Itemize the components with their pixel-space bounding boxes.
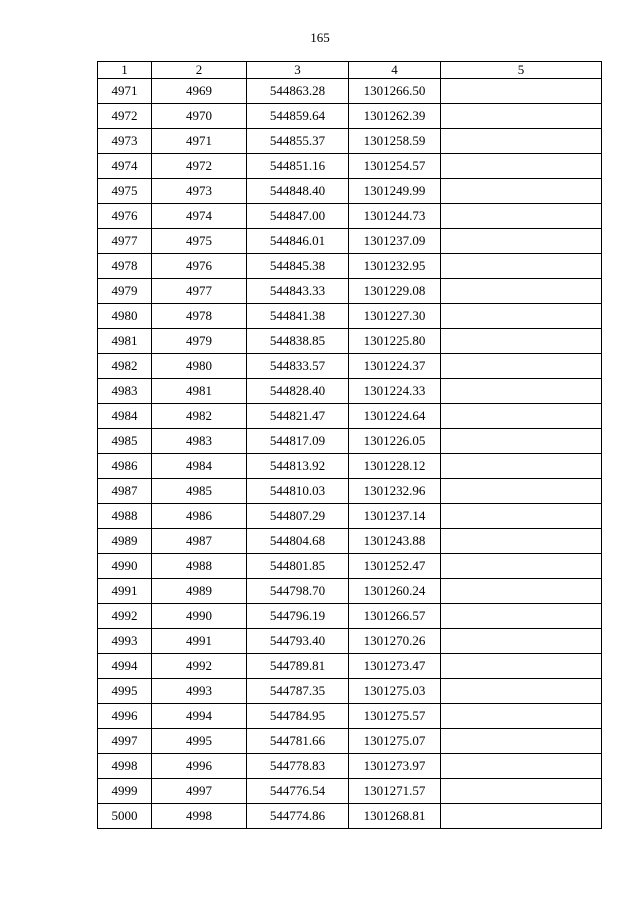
table-cell: 4972 [152,154,247,179]
table-cell: 544798.70 [247,579,349,604]
table-cell: 4972 [98,104,152,129]
table-cell: 1301249.99 [349,179,441,204]
table-cell: 1301224.64 [349,404,441,429]
table-cell [441,479,602,504]
table-row [98,579,602,604]
table-cell [441,529,602,554]
table-cell: 544776.54 [247,779,349,804]
table-cell: 4976 [152,254,247,279]
table-cell: 1301275.03 [349,679,441,704]
table-cell: 1301275.07 [349,729,441,754]
table-cell: 1301232.95 [349,254,441,279]
table-cell [441,604,602,629]
table-cell [441,754,602,779]
table-cell: 544833.57 [247,354,349,379]
table-cell [441,79,602,104]
table-cell: 4984 [98,404,152,429]
table-cell [441,679,602,704]
table-cell: 4993 [98,629,152,654]
table-cell: 1301226.05 [349,429,441,454]
table-cell: 1301275.57 [349,704,441,729]
table-cell: 544847.00 [247,204,349,229]
table-cell: 544817.09 [247,429,349,454]
table-cell: 1301270.26 [349,629,441,654]
table-cell: 4995 [152,729,247,754]
table-cell: 544846.01 [247,229,349,254]
table-cell: 4982 [98,354,152,379]
table-cell: 544807.29 [247,504,349,529]
table-cell: 4995 [98,679,152,704]
table-cell [441,504,602,529]
table-cell: 4980 [98,304,152,329]
table-cell: 4973 [98,129,152,154]
table-cell: 4975 [98,179,152,204]
table-row [98,304,602,329]
table-cell: 1301266.57 [349,604,441,629]
table-cell: 4989 [98,529,152,554]
table-cell: 4986 [152,504,247,529]
table-cell [441,454,602,479]
table-cell: 1301228.12 [349,454,441,479]
table-cell: 4998 [152,804,247,829]
table-cell: 1301224.37 [349,354,441,379]
table-cell [441,779,602,804]
table-cell: 4982 [152,404,247,429]
table-cell [441,204,602,229]
table-row [98,329,602,354]
table-cell: 4989 [152,579,247,604]
table-cell [441,704,602,729]
table-cell [441,429,602,454]
table-row [98,354,602,379]
table-cell: 4996 [98,704,152,729]
table-cell: 544804.68 [247,529,349,554]
table-row [98,554,602,579]
table-row [98,104,602,129]
table-cell [441,154,602,179]
table-cell [441,379,602,404]
table-cell: 4990 [98,554,152,579]
table-cell [441,329,602,354]
table-cell: 4986 [98,454,152,479]
table-row [98,504,602,529]
table-row [98,429,602,454]
table-cell: 4974 [152,204,247,229]
table-cell: 1301260.24 [349,579,441,604]
table-cell: 4977 [98,229,152,254]
table-cell: 4999 [98,779,152,804]
table-cell: 4977 [152,279,247,304]
table-cell [441,629,602,654]
table-cell: 4990 [152,604,247,629]
table-cell: 4996 [152,754,247,779]
table-cell: 544828.40 [247,379,349,404]
table-cell [441,354,602,379]
column-header: 5 [441,62,602,79]
table-cell [441,404,602,429]
table-cell: 4978 [98,254,152,279]
table-cell: 1301252.47 [349,554,441,579]
table-cell: 544843.33 [247,279,349,304]
table-cell: 4991 [152,629,247,654]
table-cell: 1301273.97 [349,754,441,779]
table-cell: 4974 [98,154,152,179]
table-cell: 4985 [98,429,152,454]
table-cell: 544787.35 [247,679,349,704]
column-header: 2 [152,62,247,79]
table-cell: 544810.03 [247,479,349,504]
table-cell: 544848.40 [247,179,349,204]
table-row [98,229,602,254]
table-cell [441,579,602,604]
table-row [98,379,602,404]
table-cell: 1301244.73 [349,204,441,229]
table-cell: 544845.38 [247,254,349,279]
table-cell: 4985 [152,479,247,504]
table-cell: 1301266.50 [349,79,441,104]
table-cell [441,304,602,329]
table-cell: 1301254.57 [349,154,441,179]
table-cell: 4983 [98,379,152,404]
table-cell [441,129,602,154]
table-cell: 4997 [98,729,152,754]
table-cell [441,554,602,579]
table-cell: 4979 [98,279,152,304]
table-row [98,129,602,154]
table-cell: 544781.66 [247,729,349,754]
table-cell: 4998 [98,754,152,779]
table-cell: 4997 [152,779,247,804]
column-header: 3 [247,62,349,79]
table-cell: 1301258.59 [349,129,441,154]
table-cell: 4987 [152,529,247,554]
table-header-row [98,62,602,79]
table-row [98,629,602,654]
table-cell: 4992 [152,654,247,679]
table-body [98,79,602,829]
table-row [98,654,602,679]
table-cell [441,729,602,754]
table-cell: 1301268.81 [349,804,441,829]
table-row [98,404,602,429]
table-cell: 1301224.33 [349,379,441,404]
table-row [98,154,602,179]
table-cell: 4993 [152,679,247,704]
table-row [98,804,602,829]
table-cell: 5000 [98,804,152,829]
table-cell: 4983 [152,429,247,454]
table-cell: 1301232.96 [349,479,441,504]
table-cell: 544863.28 [247,79,349,104]
table-cell: 544855.37 [247,129,349,154]
table-cell: 544784.95 [247,704,349,729]
table-cell: 4984 [152,454,247,479]
table-cell: 4973 [152,179,247,204]
table-cell: 1301273.47 [349,654,441,679]
table-cell: 544801.85 [247,554,349,579]
table-cell: 1301225.80 [349,329,441,354]
table-cell [441,279,602,304]
table-cell: 4970 [152,104,247,129]
table-cell [441,254,602,279]
table-cell: 1301229.08 [349,279,441,304]
table-cell: 544813.92 [247,454,349,479]
table-row [98,479,602,504]
table-cell: 1301271.57 [349,779,441,804]
page-number: 165 [310,30,330,45]
table-cell: 544796.19 [247,604,349,629]
table-row [98,179,602,204]
column-header: 1 [98,62,152,79]
table-cell: 4971 [152,129,247,154]
table-cell [441,104,602,129]
table-cell: 544789.81 [247,654,349,679]
column-header: 4 [349,62,441,79]
table-row [98,779,602,804]
table-row [98,679,602,704]
table-cell [441,179,602,204]
table-cell: 4994 [98,654,152,679]
table-cell: 544851.16 [247,154,349,179]
table-cell: 544838.85 [247,329,349,354]
table-cell [441,654,602,679]
table-cell: 1301243.88 [349,529,441,554]
table-row [98,604,602,629]
coordinates-table [97,61,602,829]
table-cell: 544774.86 [247,804,349,829]
table-cell: 544821.47 [247,404,349,429]
table-cell: 4978 [152,304,247,329]
table-cell: 4981 [152,379,247,404]
table-row [98,704,602,729]
table-cell: 544859.64 [247,104,349,129]
table-cell: 4975 [152,229,247,254]
table-row [98,529,602,554]
table-row [98,79,602,104]
table-cell: 1301237.09 [349,229,441,254]
table-cell: 4988 [152,554,247,579]
table-cell: 1301227.30 [349,304,441,329]
table-row [98,729,602,754]
table-cell: 4971 [98,79,152,104]
table-cell: 544841.38 [247,304,349,329]
table-cell: 544778.83 [247,754,349,779]
table-cell: 4991 [98,579,152,604]
table-cell: 4981 [98,329,152,354]
table-row [98,754,602,779]
table-cell [441,804,602,829]
table-cell: 1301262.39 [349,104,441,129]
table-row [98,204,602,229]
table-cell: 4994 [152,704,247,729]
table-cell: 4976 [98,204,152,229]
table-cell: 4969 [152,79,247,104]
table-row [98,254,602,279]
table-cell: 4979 [152,329,247,354]
table-row [98,454,602,479]
table-cell: 4980 [152,354,247,379]
table-cell [441,229,602,254]
table-cell: 4992 [98,604,152,629]
table-cell: 4987 [98,479,152,504]
table-row [98,279,602,304]
table-cell: 4988 [98,504,152,529]
table-cell: 1301237.14 [349,504,441,529]
table-cell: 544793.40 [247,629,349,654]
